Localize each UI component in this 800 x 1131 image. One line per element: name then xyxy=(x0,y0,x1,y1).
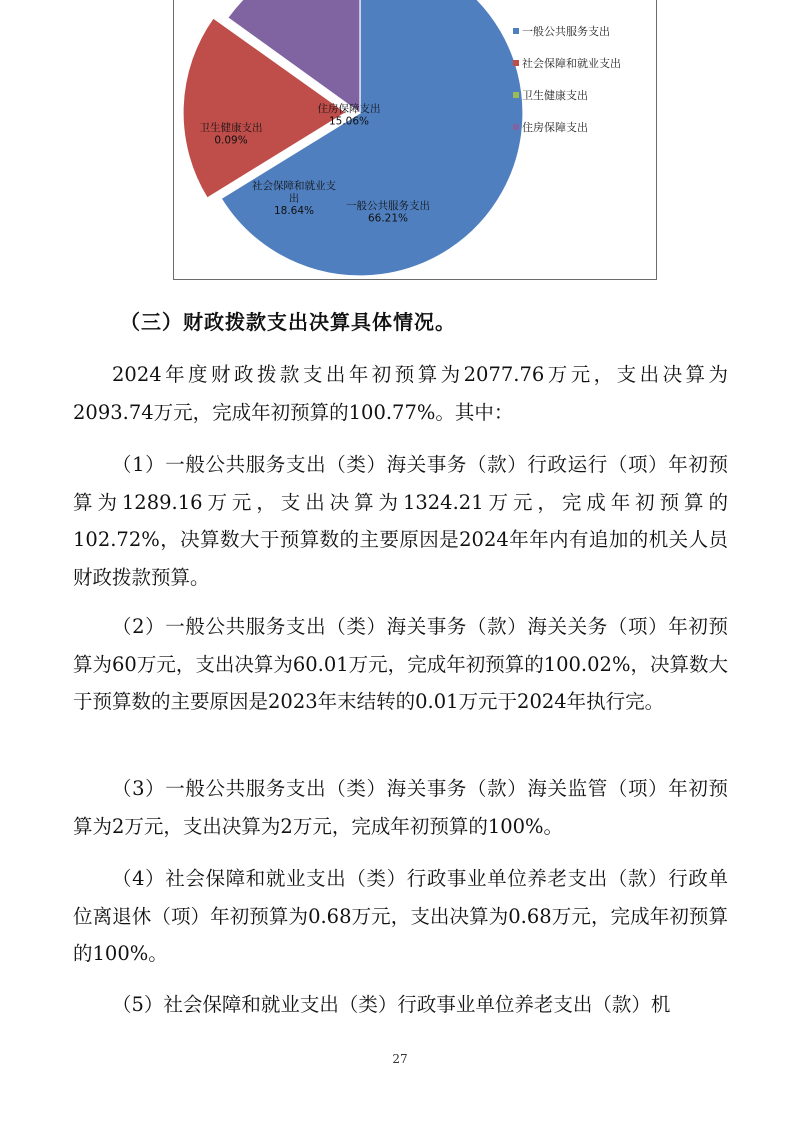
pie-chart xyxy=(174,0,658,280)
pie-data-label-3-line-1: 卫生健康支出 xyxy=(199,122,263,134)
page-number: 27 xyxy=(392,1052,408,1066)
pie-data-label-1-line-1: 一般公共服务支出 xyxy=(346,200,430,212)
pie-data-label-4-line-1: 住房保障支出 xyxy=(317,103,381,115)
pie-data-label-4-line-2: 15.06% xyxy=(328,115,370,128)
legend-swatch-1 xyxy=(513,28,519,34)
paragraph-4: （3）一般公共服务支出（类）海关事务（款）海关监管（项）年初预算为2万元，支出决算为2万元，完成年初预算的100%。 xyxy=(73,777,728,838)
pie-chart-frame xyxy=(173,0,657,280)
paragraph-6: （5）社会保障和就业支出（类）行政事业单位养老支出（款）机 xyxy=(112,993,671,1016)
legend-label-4: 住房保障支出 xyxy=(522,121,588,134)
pie-data-label-2-line-1: 社会保障和就业支 xyxy=(252,180,336,192)
pie-data-label-2-line-2: 出 xyxy=(288,192,300,205)
section-heading: （三）财政拨款支出决算具体情况。 xyxy=(120,310,456,334)
legend-swatch-3 xyxy=(513,92,519,98)
paragraph-2: （1）一般公共服务支出（类）海关事务（款）行政运行（项）年初预算为1289.16万元，支出决算为1324.21万元，完成年初预算的102.72%，决算数大于预算数的主要原因是2024年年内有追加的机关人员财政拨款预算。 xyxy=(73,453,728,589)
paragraph-3: （2）一般公共服务支出（类）海关事务（款）海关关务（项）年初预算为60万元，支出决算为60.01万元，完成年初预算的100.02%，决算数大于预算数的主要原因是2023年末结转的0.01万元于2024年执行完。 xyxy=(73,615,728,713)
pie-data-label-3-line-2: 0.09% xyxy=(214,134,248,147)
legend-label-1: 一般公共服务支出 xyxy=(522,25,610,38)
paragraph-5: （4）社会保障和就业支出（类）行政事业单位养老支出（款）行政单位离退休（项）年初预算为0.68万元，支出决算为0.68万元，完成年初预算的100%。 xyxy=(73,867,728,965)
legend-swatch-2 xyxy=(513,60,519,66)
pie-data-label-1-line-2: 66.21% xyxy=(367,212,409,225)
legend-swatch-4 xyxy=(513,124,519,130)
paragraph-1: 2024年度财政拨款支出年初预算为2077.76万元，支出决算为2093.74万元，完成年初预算的100.77%。其中： xyxy=(73,363,728,424)
legend-label-2: 社会保障和就业支出 xyxy=(522,57,621,70)
legend-label-3: 卫生健康支出 xyxy=(522,89,588,102)
pie-data-label-2-line-3: 18.64% xyxy=(273,205,315,217)
